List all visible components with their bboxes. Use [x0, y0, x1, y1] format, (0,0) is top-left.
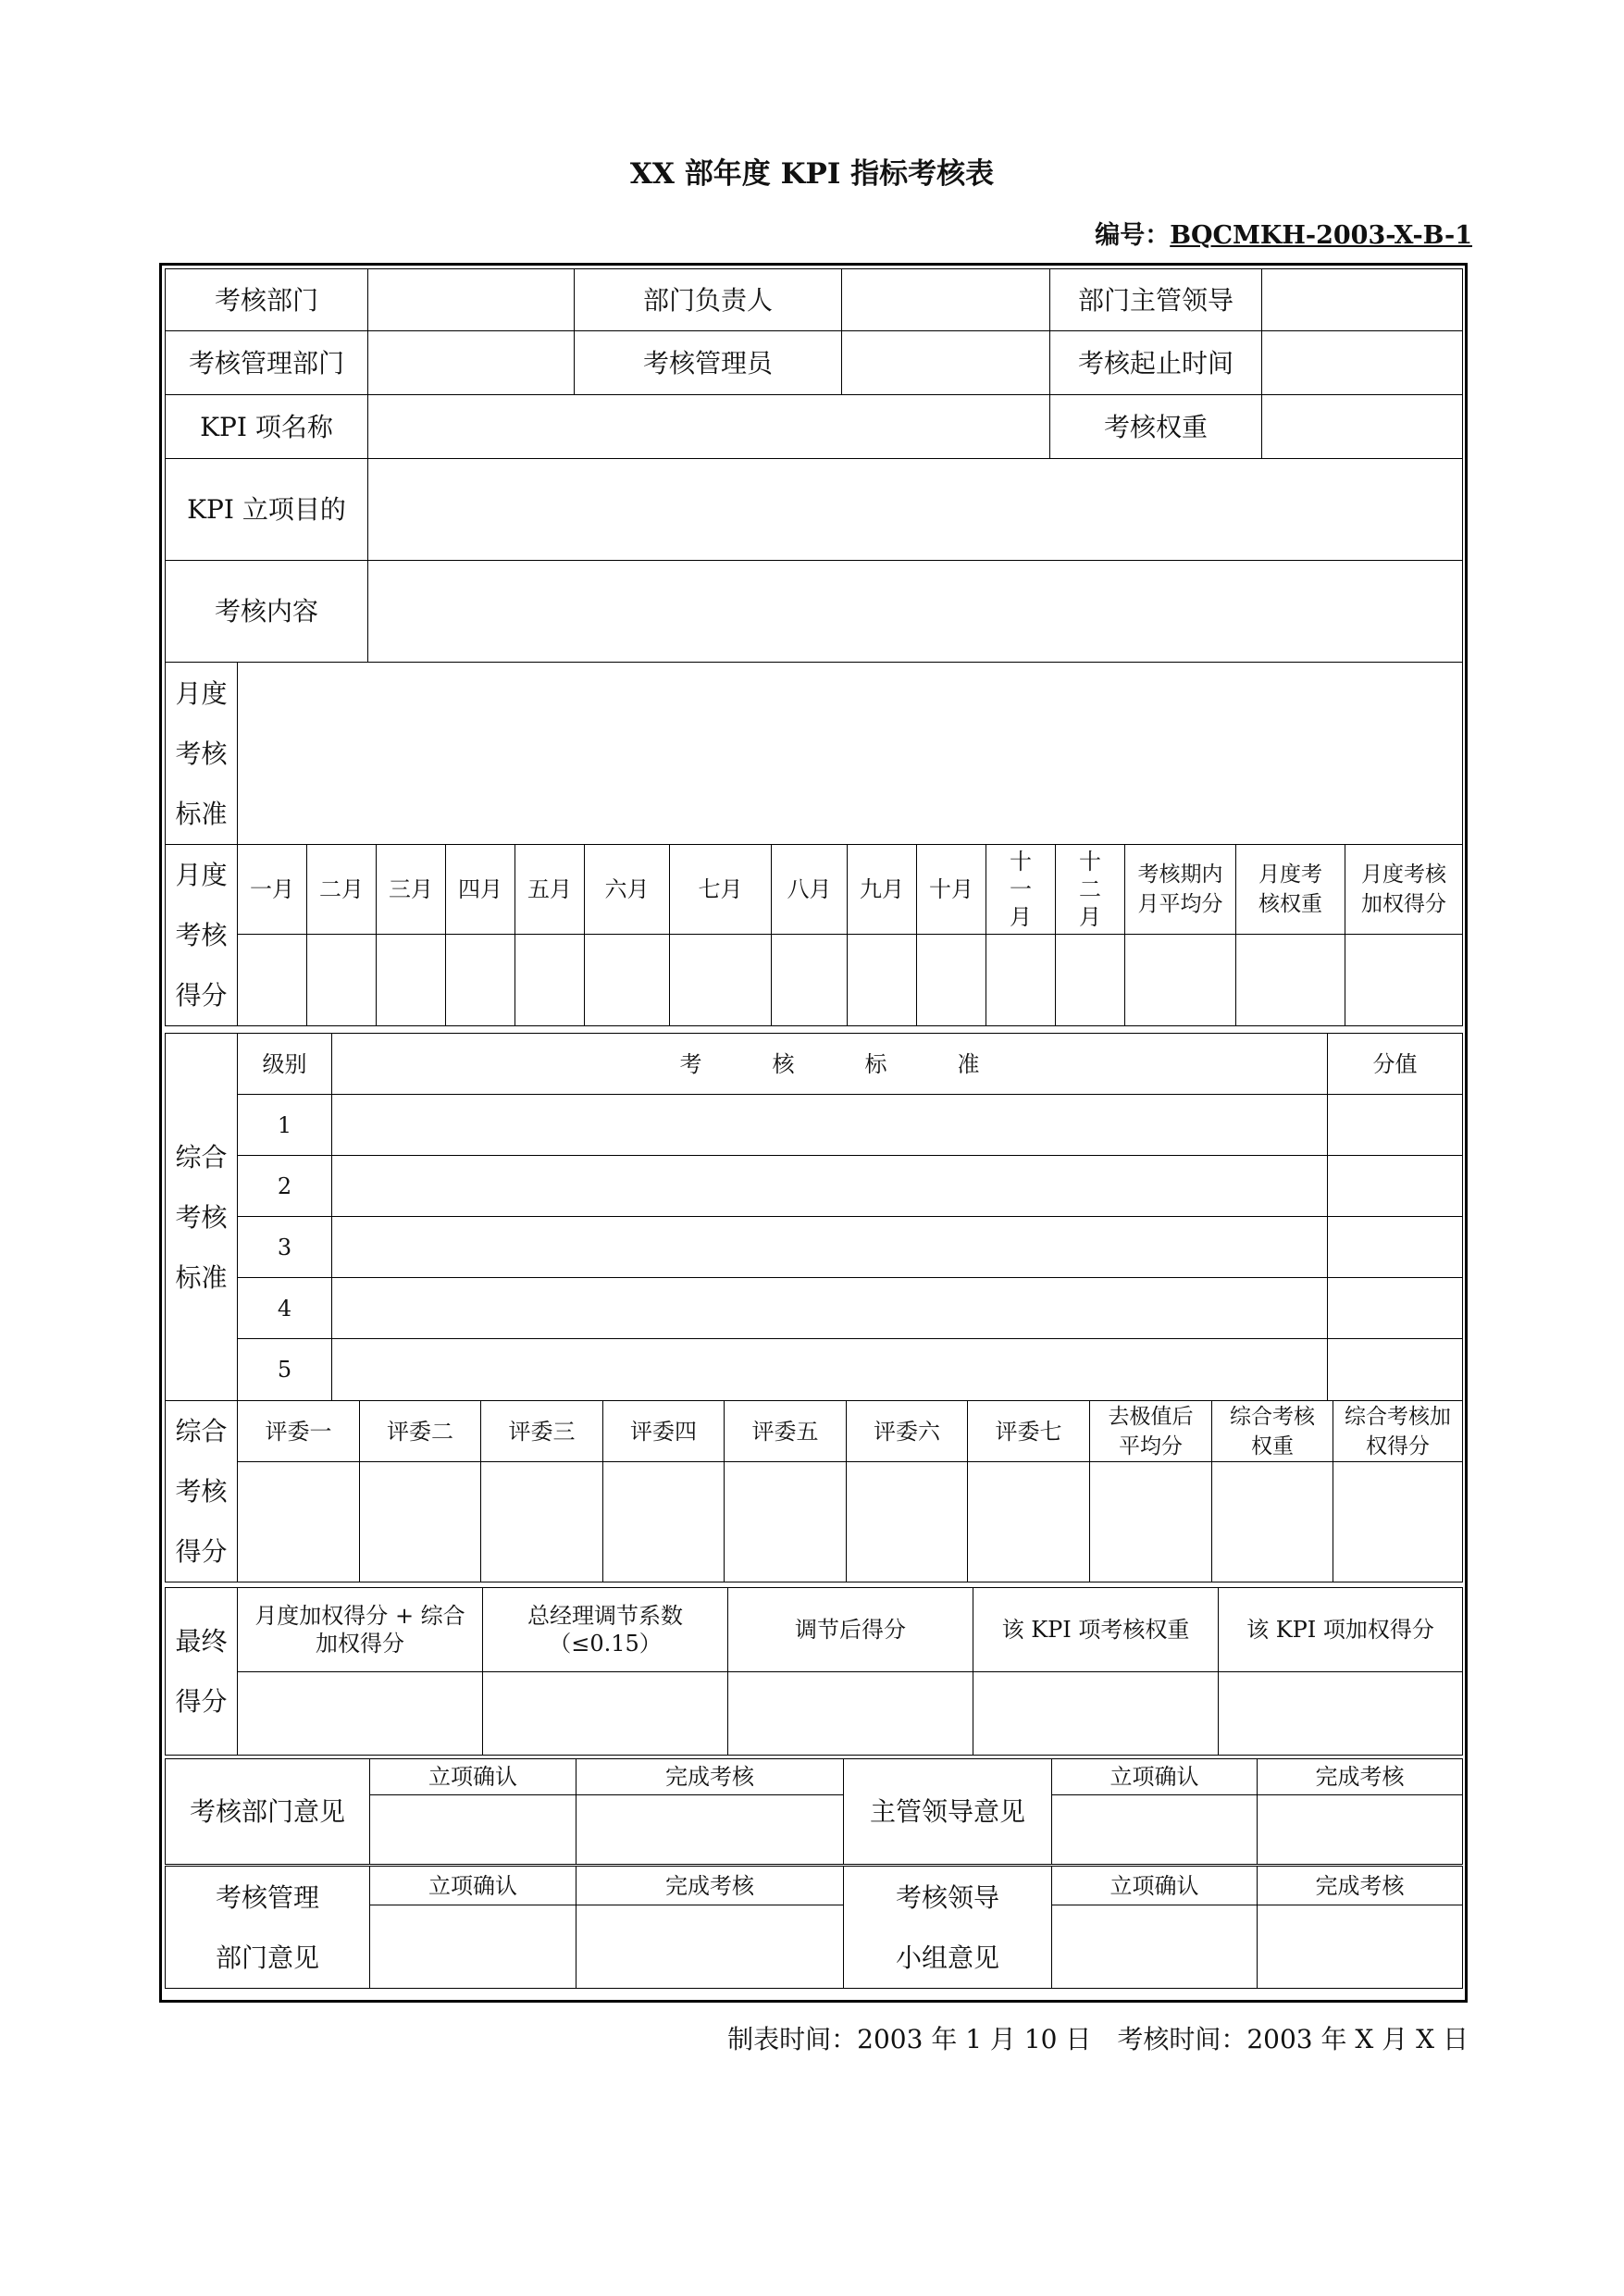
- purpose-field[interactable]: [368, 459, 1463, 561]
- std-hdr-c4: 准: [957, 1050, 980, 1077]
- comp-weight-score[interactable]: [1212, 1462, 1333, 1582]
- label-kpi-name: KPI 项名称: [166, 395, 368, 459]
- label-admin: 考核管理员: [575, 331, 842, 395]
- judge-4-score[interactable]: [603, 1462, 725, 1582]
- leader-complete-header: 完成考核: [1258, 1759, 1463, 1795]
- kpi-form: [159, 263, 1468, 2003]
- monthly-std-l2: 考核: [175, 738, 228, 769]
- level-1: 1: [238, 1095, 332, 1156]
- month-5: 五月: [515, 845, 585, 935]
- score-month-9[interactable]: [848, 935, 917, 1026]
- leader-opinion-label: 主管领导意见: [844, 1759, 1052, 1866]
- mgmt-confirm-field[interactable]: [370, 1905, 576, 1989]
- final-kpi-weighted-field[interactable]: [1219, 1672, 1463, 1756]
- score-month-2[interactable]: [307, 935, 377, 1026]
- comp-score-l2: 考核: [175, 1476, 228, 1507]
- std-hdr-c3: 标: [864, 1050, 887, 1077]
- final-l2: 得分: [175, 1686, 228, 1717]
- final-col-gm-coefficient: 总经理调节系数（≤0.15）: [483, 1588, 728, 1672]
- group-confirm-header: 立项确认: [1052, 1866, 1258, 1905]
- value-3-field[interactable]: [1328, 1217, 1463, 1278]
- monthly-std-field[interactable]: [238, 663, 1463, 845]
- leader-complete-field[interactable]: [1258, 1795, 1463, 1866]
- doc-no-label: 编号：: [1095, 221, 1171, 250]
- month-10: 十月: [917, 845, 986, 935]
- judge-4: 评委四: [603, 1401, 725, 1462]
- final-l1: 最终: [175, 1626, 228, 1657]
- monthly-std-label: [166, 663, 238, 845]
- month-7: 七月: [670, 845, 772, 935]
- form-title: XX 部年度 KPI 指标考核表: [629, 157, 995, 191]
- level-4: 4: [238, 1278, 332, 1339]
- final-gm-coefficient-field[interactable]: [483, 1672, 728, 1756]
- level-header: 级别: [238, 1034, 332, 1095]
- leader-confirm-header: 立项确认: [1052, 1759, 1258, 1795]
- final-score-table: [165, 1587, 1463, 1756]
- dept-confirm-header: 立项确认: [370, 1759, 576, 1795]
- level-3: 3: [238, 1217, 332, 1278]
- monthly-score-l2: 考核: [175, 920, 228, 950]
- std-hdr-c1: 考: [679, 1050, 702, 1077]
- value-5-field[interactable]: [1328, 1339, 1463, 1401]
- admin-field[interactable]: [842, 331, 1050, 395]
- group-complete-header: 完成考核: [1258, 1866, 1463, 1905]
- document-number: [1095, 215, 1472, 251]
- monthly-std-l1: 月度: [175, 677, 228, 709]
- score-month-4[interactable]: [446, 935, 515, 1026]
- group-complete-field[interactable]: [1258, 1905, 1463, 1989]
- label-leader: 部门主管领导: [1050, 269, 1262, 331]
- trim-avg-score[interactable]: [1090, 1462, 1212, 1582]
- doc-no-value: BQCMKH-2003-X-B-1: [1170, 221, 1472, 250]
- trim-avg-header: 去极值后平均分: [1090, 1401, 1212, 1462]
- score-month-11[interactable]: [986, 935, 1056, 1026]
- kpi-name-field[interactable]: [368, 395, 1050, 459]
- mgmt-complete-field[interactable]: [576, 1905, 844, 1989]
- monthly-score-label: [166, 845, 238, 1026]
- month-4: 四月: [446, 845, 515, 935]
- comp-std-label: [166, 1034, 238, 1401]
- label-purpose: KPI 立项目的: [166, 459, 368, 561]
- value-2-field[interactable]: [1328, 1156, 1463, 1217]
- monthly-avg-header: 考核期内月平均分: [1125, 845, 1236, 935]
- comprehensive-score-table: [165, 1400, 1463, 1582]
- label-period: 考核起止时间: [1050, 331, 1262, 395]
- monthly-table: [165, 662, 1463, 1026]
- mgmt-confirm-header: 立项确认: [370, 1866, 576, 1905]
- month-11: 十一月: [986, 845, 1056, 935]
- group-opinion-l2: 小组意见: [895, 1942, 999, 1973]
- dept-field[interactable]: [368, 269, 575, 331]
- monthly-score-l1: 月度: [175, 860, 228, 890]
- final-col-adjusted: 调节后得分: [728, 1588, 973, 1672]
- level-5: 5: [238, 1339, 332, 1401]
- mgmt-opinion-l2: 部门意见: [215, 1942, 319, 1973]
- score-month-7[interactable]: [670, 935, 772, 1026]
- judge-3: 评委三: [481, 1401, 603, 1462]
- score-month-6[interactable]: [585, 935, 670, 1026]
- content-field[interactable]: [368, 561, 1463, 663]
- mgmt-opinion-label: [166, 1866, 370, 1989]
- dept-complete-field[interactable]: [576, 1795, 844, 1866]
- standard-2-field[interactable]: [332, 1156, 1328, 1217]
- score-month-8[interactable]: [772, 935, 848, 1026]
- label-weight: 考核权重: [1050, 395, 1262, 459]
- month-9: 九月: [848, 845, 917, 935]
- label-content: 考核内容: [166, 561, 368, 663]
- score-month-1[interactable]: [238, 935, 307, 1026]
- month-1: 一月: [238, 845, 307, 935]
- value-1-field[interactable]: [1328, 1095, 1463, 1156]
- mgmt-dept-field[interactable]: [368, 331, 575, 395]
- comp-std-l2: 考核: [175, 1201, 228, 1233]
- dept-opinion-label: 考核部门意见: [166, 1759, 370, 1866]
- comp-weighted-header: 综合考核加权得分: [1333, 1401, 1463, 1462]
- judge-5-score[interactable]: [725, 1462, 847, 1582]
- info-table: [165, 268, 1463, 663]
- std-hdr-c2: 核: [772, 1050, 795, 1077]
- final-monthly-plus-comp-field[interactable]: [238, 1672, 483, 1756]
- leader-field[interactable]: [1262, 269, 1463, 331]
- label-dept-head: 部门负责人: [575, 269, 842, 331]
- comp-score-label: [166, 1401, 238, 1582]
- label-mgmt-dept: 考核管理部门: [166, 331, 368, 395]
- footer-dates: 制表时间：2003 年 1 月 10 日 考核时间：2003 年 X 月 X 日: [727, 2024, 1469, 2054]
- month-12: 十二月: [1056, 845, 1125, 935]
- comp-score-l3: 得分: [175, 1536, 228, 1567]
- judge-2: 评委二: [360, 1401, 481, 1462]
- final-col-kpi-weight: 该 KPI 项考核权重: [973, 1588, 1219, 1672]
- dept-confirm-field[interactable]: [370, 1795, 576, 1866]
- score-month-10[interactable]: [917, 935, 986, 1026]
- comp-weight-header: 综合考核权重: [1212, 1401, 1333, 1462]
- mgmt-complete-header: 完成考核: [576, 1866, 844, 1905]
- final-col-kpi-weighted: 该 KPI 项加权得分: [1219, 1588, 1463, 1672]
- monthly-weighted-header: 月度考核加权得分: [1345, 845, 1463, 935]
- group-opinion-label: [844, 1866, 1052, 1989]
- label-dept: 考核部门: [166, 269, 368, 331]
- score-monthly-weight[interactable]: [1236, 935, 1345, 1026]
- standard-1-field[interactable]: [332, 1095, 1328, 1156]
- judge-5: 评委五: [725, 1401, 847, 1462]
- final-col-monthly-plus-comp: 月度加权得分 + 综合加权得分: [238, 1588, 483, 1672]
- monthly-score-l3: 得分: [175, 980, 228, 1011]
- comprehensive-standard-table: [165, 1033, 1463, 1401]
- final-label: [166, 1588, 238, 1756]
- judge-1-score[interactable]: [238, 1462, 360, 1582]
- final-adjusted-field[interactable]: [728, 1672, 973, 1756]
- score-monthly-avg[interactable]: [1125, 935, 1236, 1026]
- score-monthly-weighted[interactable]: [1345, 935, 1463, 1026]
- judge-2-score[interactable]: [360, 1462, 481, 1582]
- judge-3-score[interactable]: [481, 1462, 603, 1582]
- judge-1: 评委一: [238, 1401, 360, 1462]
- month-8: 八月: [772, 845, 848, 935]
- standard-header: [332, 1034, 1328, 1095]
- standard-4-field[interactable]: [332, 1278, 1328, 1339]
- score-month-3[interactable]: [377, 935, 446, 1026]
- judge-6-score[interactable]: [847, 1462, 968, 1582]
- score-month-12[interactable]: [1056, 935, 1125, 1026]
- comp-std-l1: 综合: [175, 1141, 228, 1173]
- standard-5-field[interactable]: [332, 1339, 1328, 1401]
- value-header: 分值: [1328, 1034, 1463, 1095]
- standard-3-field[interactable]: [332, 1217, 1328, 1278]
- monthly-weight-header: 月度考核权重: [1236, 845, 1345, 935]
- value-4-field[interactable]: [1328, 1278, 1463, 1339]
- judge-7: 评委七: [968, 1401, 1090, 1462]
- monthly-std-l3: 标准: [175, 798, 228, 829]
- group-confirm-field[interactable]: [1052, 1905, 1258, 1989]
- month-2: 二月: [307, 845, 377, 935]
- leader-confirm-field[interactable]: [1052, 1795, 1258, 1866]
- comp-score-l1: 综合: [175, 1416, 228, 1446]
- period-field[interactable]: [1262, 331, 1463, 395]
- comp-std-l3: 标准: [175, 1261, 228, 1293]
- month-3: 三月: [377, 845, 446, 935]
- group-opinion-l1: 考核领导: [895, 1881, 999, 1913]
- score-month-5[interactable]: [515, 935, 585, 1026]
- month-6: 六月: [585, 845, 670, 935]
- dept-complete-header: 完成考核: [576, 1759, 844, 1795]
- opinions-table: [165, 1758, 1463, 1989]
- comp-weighted-score[interactable]: [1333, 1462, 1463, 1582]
- weight-field[interactable]: [1262, 395, 1463, 459]
- dept-head-field[interactable]: [842, 269, 1050, 331]
- judge-7-score[interactable]: [968, 1462, 1090, 1582]
- judge-6: 评委六: [847, 1401, 968, 1462]
- level-2: 2: [238, 1156, 332, 1217]
- final-kpi-weight-field[interactable]: [973, 1672, 1219, 1756]
- mgmt-opinion-l1: 考核管理: [215, 1881, 319, 1913]
